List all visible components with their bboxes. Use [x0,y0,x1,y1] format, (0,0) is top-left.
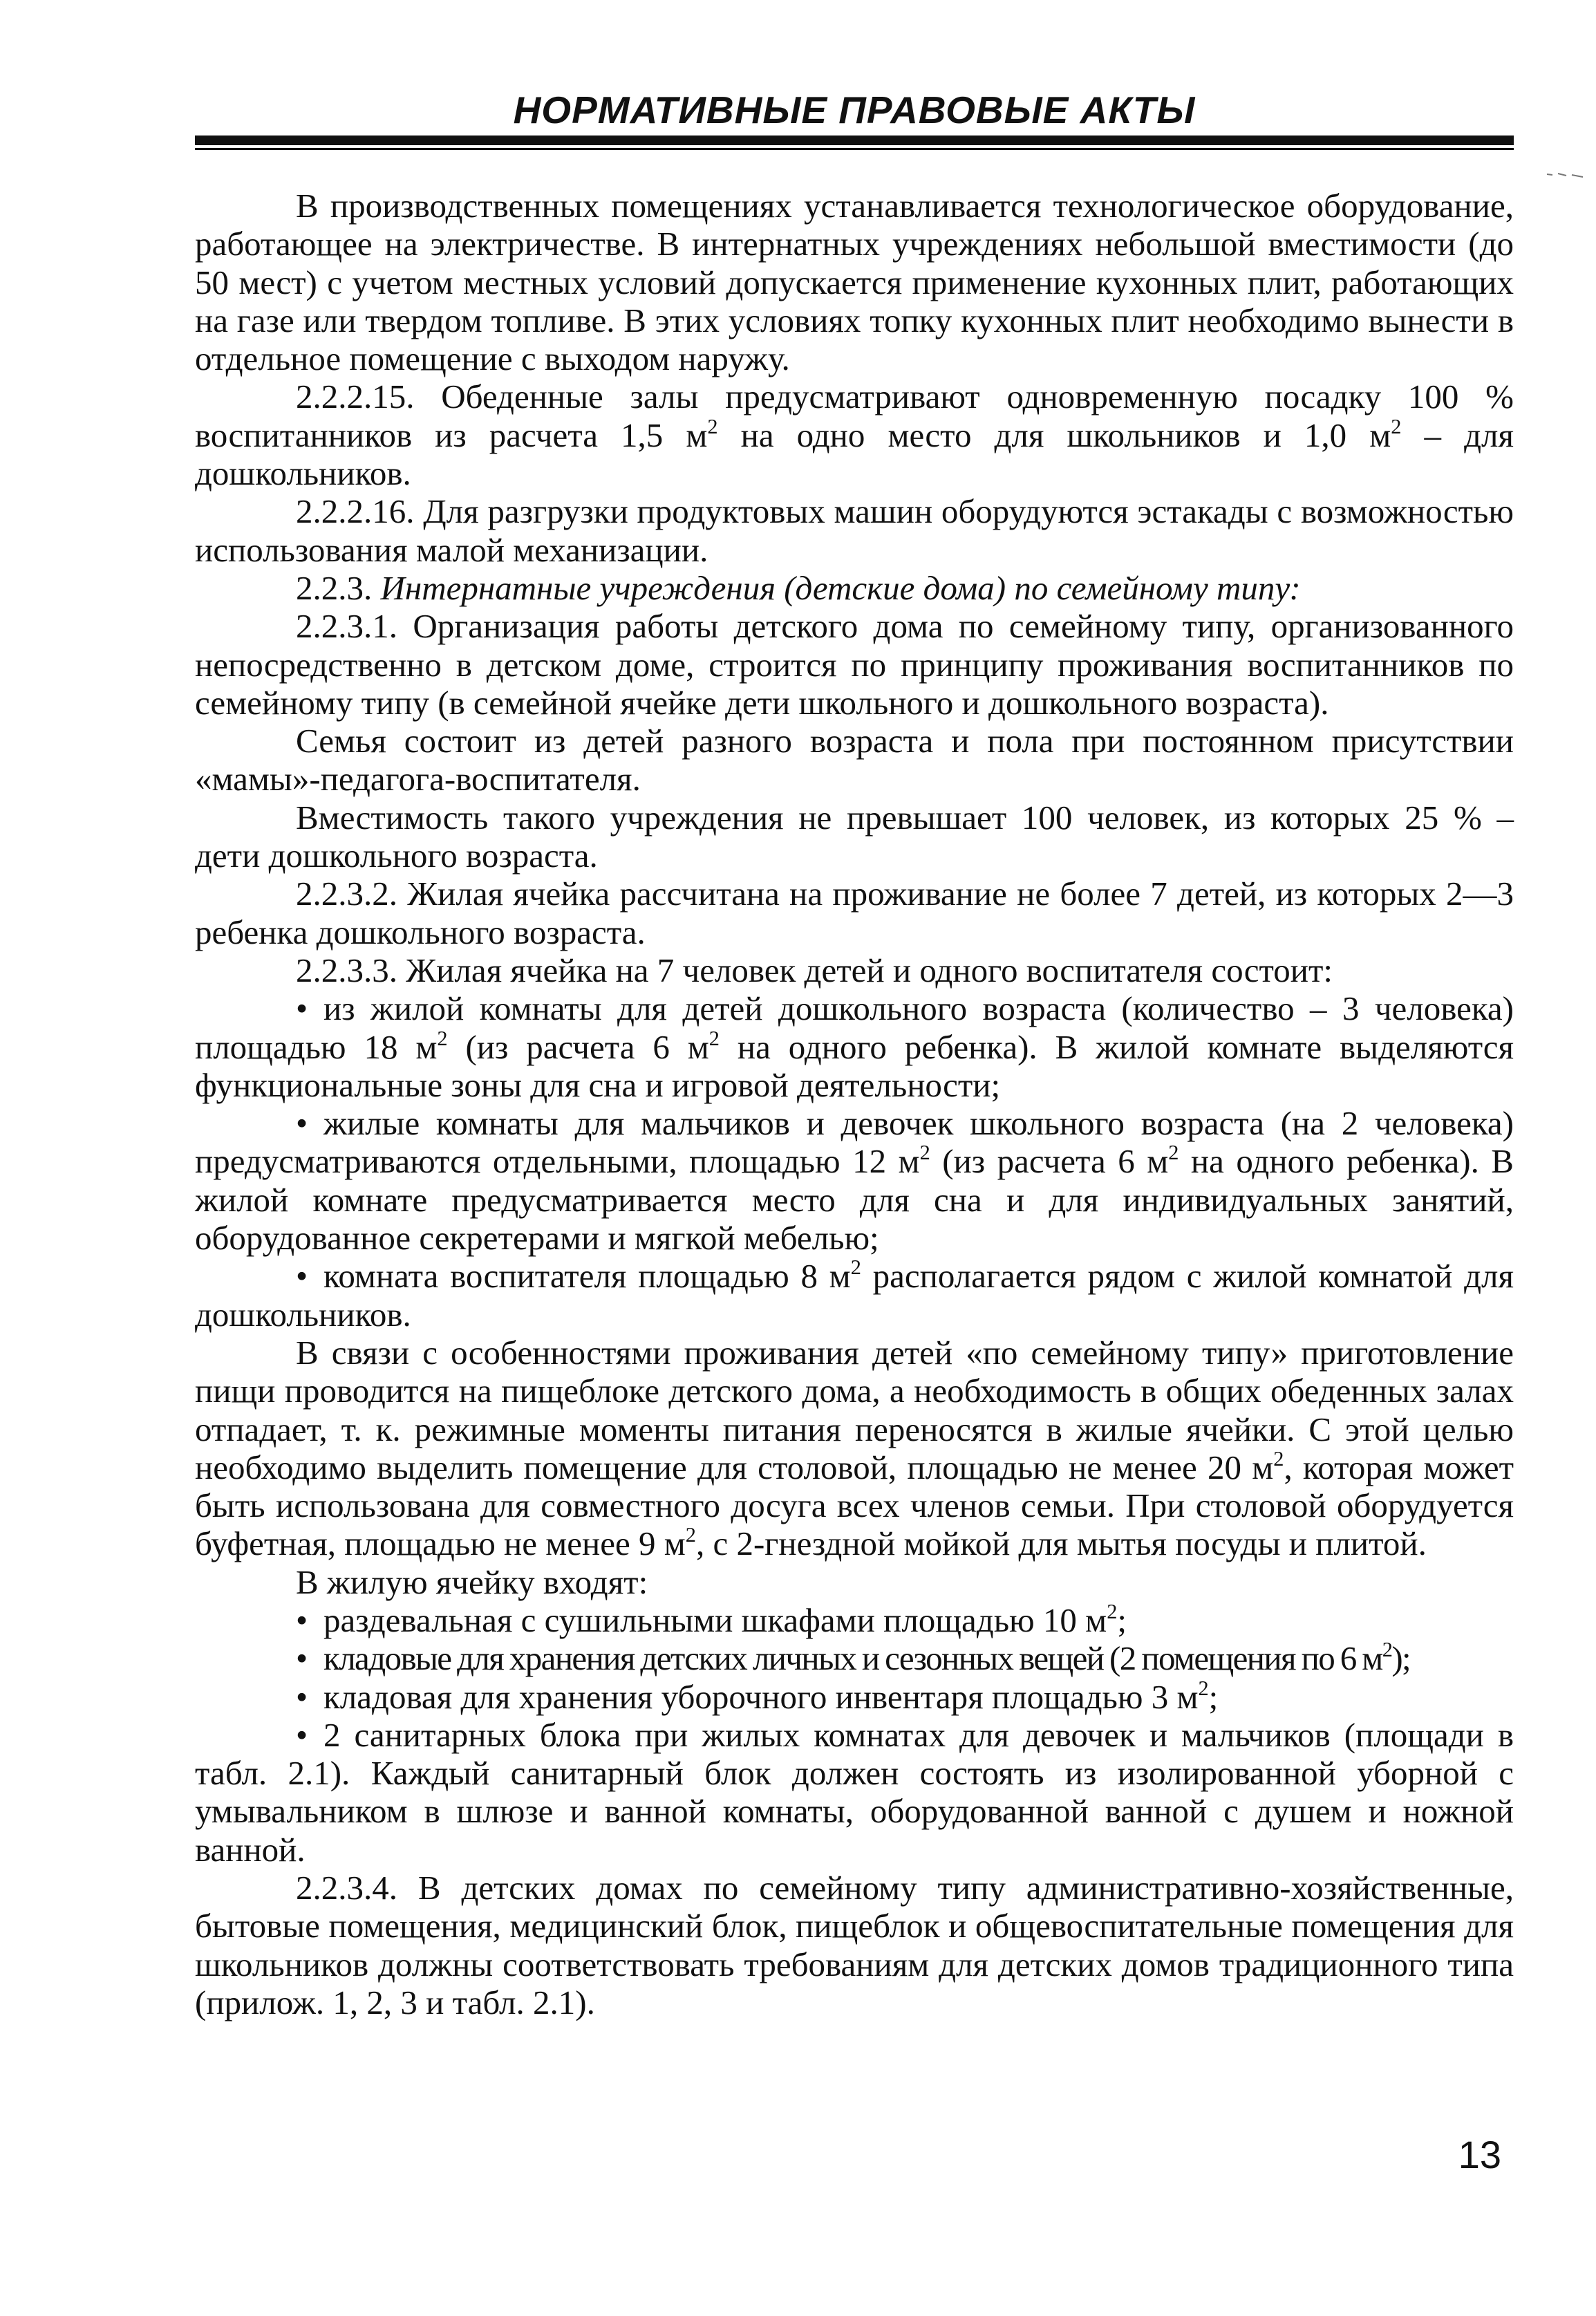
header-title: НОРМАТИВНЫЕ ПРАВОВЫЕ АКТЫ [513,88,1196,131]
paragraph-capacity: Вместимость такого учреждения не превышает 100 человек, из которых 25 % – дети дошкольного возраста. [195,798,1514,875]
paragraph-cell-includes: В жилую ячейку входят: [296,1562,648,1601]
bullet-icon: • [296,1257,308,1296]
page-number: 13 [1458,2133,1501,2176]
bullet-item: • кладовые для хранения детских личных и сезонных вещей (2 помещения по 6 $м^2$); [296,1638,1411,1678]
header-rule-thin [195,148,1514,150]
bullet-item: • жилые комнаты для мальчиков и девочек школьного возраста (на 2 человека) предусматриваются отдельными, площадью 12 $м^2$ (из расчета 6 $м^2$ на одного ребенка). В жилой комнате предусматривается место для сна и для индивидуальных занятий, оборудованное секретерами и мягкой мебелью; [195,1104,1514,1258]
paragraph-family: Семья состоит из детей разного возраста и пола при постоянном присутствии «мамы»-педагога-воспитателя. [195,722,1514,799]
bullet-icon: • [296,1104,308,1143]
section-number: 2.2.3. [296,568,381,607]
bullet-icon: • [296,1715,308,1754]
bullet-icon: • [296,989,308,1028]
bullet-item: • раздевальная с сушильными шкафами площадью 10 $м^2$; [296,1600,1127,1639]
bullet-item: • кладовая для хранения уборочного инвентаря площадью 3 $м^2$; [296,1676,1219,1716]
section-heading-2-2-3 [195,569,1514,607]
paragraph-dining: В связи с особенностями проживания детей «по семейному типу» приготовление пищи проводится на пищеблоке детского дома, а необходимость в общих обеденных залах отпадает, т. к. режимные моменты питания переносятся в жилые ячейки. С этой целью необходимо выделить помещение для столовой, площадью не менее 20 $м^2$, которая может быть использована для совместного досуга всех членов семьи. При столовой оборудуется буфетная, площадью не менее 9 $м^2$, с 2-гнездной мойкой для мытья посуды и плитой. [195,1333,1514,1563]
bullet-item: • из жилой комнаты для детей дошкольного возраста (количество – 3 человека) площадью 18 $м^2$ (из расчета 6 $м^2$ на одного ребенка). В жилой комнате выделяются функциональные зоны для сна и игровой деятельности; [195,989,1514,1104]
bullet-icon: • [296,1677,308,1716]
paragraph-2-2-3-3: 2.2.3.3. Жилая ячейка на 7 человек детей и одного воспитателя состоит: [296,951,1333,989]
paragraph-2-2-3-2: 2.2.3.2. Жилая ячейка рассчитана на проживание не более 7 детей, из которых 2—3 ребенка дошкольного возраста. [195,875,1514,951]
bullet-item: • комната воспитателя площадью 8 $м^2$ располагается рядом с жилой комнатой для дошкольников. [195,1255,1514,1334]
main-body [195,187,1514,2021]
scan-mark [1546,171,1584,178]
paragraph-2-2-3-4: 2.2.3.4. В детских домах по семейному типу административно-хозяйственные, бытовые помещения, медицинский блок, пищеблок и общевоспитательные помещения для школьников должны соответствовать требованиям для детских домов традиционного типа (прилож. 1, 2, 3 и табл. 2.1). [195,1869,1514,2021]
paragraph-2-2-2-15: 2.2.2.15. Обеденные залы предусматривают одновременную посадку 100 % воспитанников из расчета 1,5 $м^2$ на одно место для школьников и 1,0 $м^2$ – для дошкольников. [195,377,1514,493]
bullet-icon: • [296,1600,308,1639]
page-header [195,87,1514,147]
paragraph-2-2-2-16: 2.2.2.16. Для разгрузки продуктовых машин оборудуются эстакады с возможностью использования малой механизации. [195,492,1514,569]
bullet-icon: • [296,1639,307,1678]
paragraph-equipment: В производственных помещениях устанавливается технологическое оборудование, работающее на электричестве. В интернатных учреждениях небольшой вместимости (до 50 мест) с учетом местных условий допускается применение кухонных плит, работающих на газе или твердом топливе. В этих условиях топку кухонных плит необходимо вынести в отдельное помещение с выходом наружу. [195,187,1514,378]
header-rule [195,136,1514,145]
bullet-item: • 2 санитарных блока при жилых комнатах для девочек и мальчиков (площади в табл. 2.1). Каждый санитарный блок должен состоять из изолированной уборной с умывальником в шлюзе и ванной комнаты, оборудованной ванной с душем и ножной ванной. [195,1715,1514,1869]
paragraph-2-2-3-1: 2.2.3.1. Организация работы детского дома по семейному типу, организованного непосредственно в детском доме, строится по принципу проживания воспитанников по семейному типу (в семейной ячейке дети школьного и дошкольного возраста). [195,607,1514,722]
section-title: Интернатные учреждения (детские дома) по семейному типу: [380,568,1301,607]
